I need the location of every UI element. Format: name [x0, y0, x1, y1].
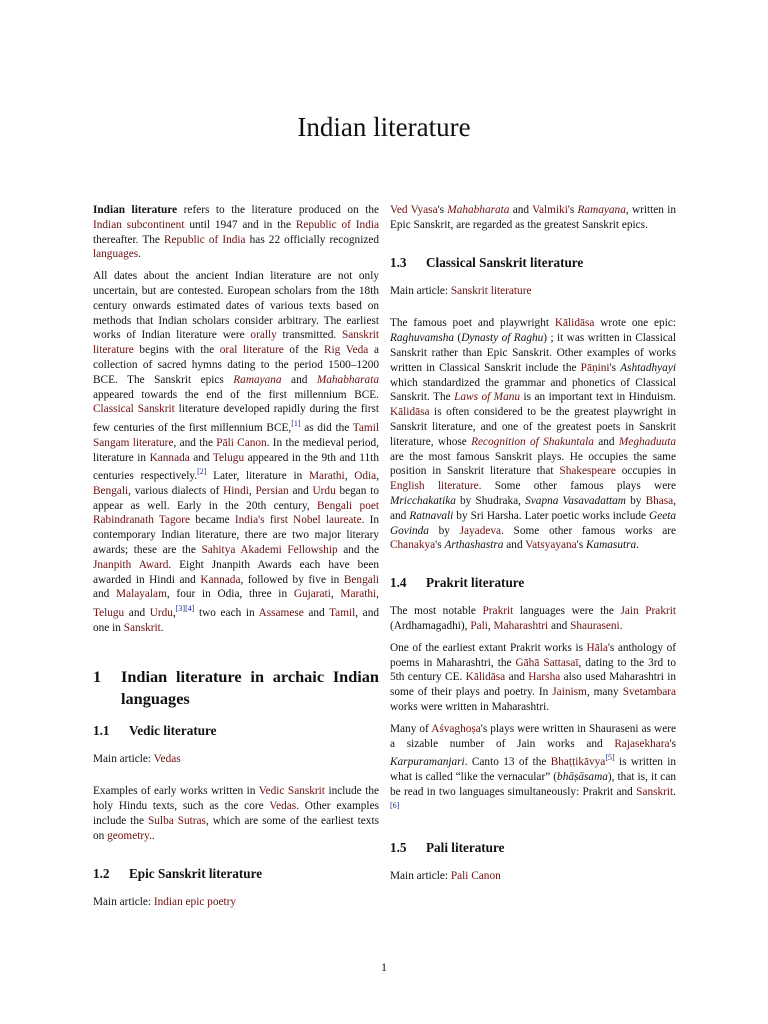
- text-run: ,: [248, 484, 256, 497]
- inline-link[interactable]: Recognition of Shakuntala: [471, 435, 594, 448]
- classical-paragraph: [390, 316, 676, 553]
- text-run: also used Maharashtri in some of their plays and poetry. In: [390, 671, 676, 699]
- text-run: has 22 officially recognized: [245, 233, 380, 246]
- text-run: and: [124, 607, 150, 620]
- inline-link[interactable]: Sanskrit literature: [93, 329, 379, 357]
- text-run: and: [303, 607, 330, 620]
- inline-link[interactable]: Jainism: [552, 686, 587, 699]
- section-number: 1.4: [390, 575, 407, 591]
- text-run: 's: [576, 539, 586, 552]
- inline-link[interactable]: Pāli Canon: [216, 436, 267, 449]
- text-run: ), that is, it can be read in two languages simultaneously: Prakrit and: [390, 770, 676, 798]
- italic-text: bhāṣāsama: [557, 770, 608, 783]
- section-number: 1: [93, 666, 102, 686]
- section-number: 1.1: [93, 722, 110, 738]
- text-run: which standardized the grammar and phonetics of Classical Sanskrit. The: [390, 376, 676, 404]
- inline-link[interactable]: Gāhā Sattasaī: [515, 656, 579, 669]
- inline-link[interactable]: Kannada: [200, 573, 241, 586]
- main-article-note: [93, 895, 379, 910]
- text-run: and: [281, 373, 317, 386]
- text-run: . In contemporary Indian literature, there are two major literary awards; these are the: [93, 514, 380, 557]
- text-run: . Some other famous works are: [501, 524, 676, 537]
- main-article-link[interactable]: Indian epic poetry: [153, 895, 237, 908]
- text-run: ,: [330, 588, 341, 601]
- inline-link[interactable]: Jnanpith Award: [93, 558, 169, 571]
- inline-link[interactable]: Shakespeare: [559, 465, 616, 478]
- inline-link[interactable]: Republic of India: [164, 233, 246, 246]
- citation-ref[interactable]: [2]: [197, 467, 207, 477]
- text-run: 's plays were written in Shauraseni as were a sizable number of Jain works and: [390, 722, 676, 750]
- inline-link[interactable]: Sulba Sutras: [148, 815, 206, 827]
- text-run: and: [288, 484, 313, 497]
- text-run: and: [189, 451, 213, 464]
- inline-link[interactable]: Malayalam: [116, 588, 167, 601]
- text-run: 's: [435, 539, 445, 552]
- text-run: and: [593, 435, 619, 448]
- inline-link[interactable]: Persian: [255, 484, 289, 497]
- inline-link[interactable]: English literature: [390, 480, 479, 493]
- text-run: Many of: [390, 722, 432, 735]
- text-run: and: [505, 671, 529, 684]
- text-run: Examples of early works written in: [93, 785, 259, 798]
- text-run: ,: [376, 470, 380, 483]
- text-run: Later, literature in: [206, 470, 309, 483]
- text-run: appeared in the 9th and 11th centuries respectively.: [93, 451, 379, 483]
- text-run: .: [619, 619, 623, 632]
- text-run: All dates about the ancient Indian literature are not only uncertain, but are contested. European scholars from the 18th century onwards estimated dates of various texts based on methods that Indian scholars consider arbitrary. The earliest works of Indian literature were: [93, 270, 379, 342]
- inline-link[interactable]: Bengali: [343, 573, 380, 586]
- italic-text: Dynasty of Raghu: [461, 332, 544, 345]
- inline-link[interactable]: Sahitya Akademi Fellowship: [201, 544, 338, 557]
- inline-link[interactable]: orally: [250, 329, 277, 342]
- text-run: occupies in: [615, 465, 676, 478]
- text-run: One of the earliest extant Prakrit works is: [390, 641, 587, 654]
- bold-term: Indian literature: [93, 204, 178, 216]
- section-1-5-heading: [390, 840, 676, 856]
- section-title: Classical Sanskrit literature: [426, 254, 584, 270]
- text-run: is an important text in Hinduism.: [520, 391, 676, 404]
- section-title: Epic Sanskrit literature: [129, 865, 263, 881]
- text-run: and: [548, 619, 571, 632]
- inline-link[interactable]: Pali: [470, 619, 488, 632]
- text-run: transmitted.: [276, 329, 342, 342]
- text-run: 's: [609, 361, 621, 374]
- text-run: of the: [283, 344, 324, 357]
- inline-link[interactable]: Kālidāsa: [390, 406, 430, 419]
- inline-link[interactable]: Rig Veda: [323, 344, 369, 357]
- intro-paragraph-1: [93, 203, 379, 262]
- text-run: as did the: [300, 421, 353, 434]
- inline-link[interactable]: Jain Prakrit: [620, 605, 677, 618]
- right-column: [390, 203, 676, 902]
- inline-link[interactable]: Republic of India: [295, 218, 379, 231]
- inline-link[interactable]: Kannada: [149, 451, 190, 464]
- section-1-4-heading: [390, 575, 676, 591]
- text-run: .: [138, 248, 141, 261]
- inline-link[interactable]: Ved Vyasa: [390, 204, 438, 216]
- text-run: a collection of sacred hymns dating to the period 1500–1200 BCE. The Sanskrit epics: [93, 344, 379, 386]
- inline-link[interactable]: Bengali: [93, 484, 129, 497]
- italic-text: Arthashastra: [444, 539, 504, 552]
- inline-link[interactable]: Kālidāsa: [554, 317, 595, 330]
- inline-link[interactable]: Telugu: [212, 451, 245, 464]
- main-article-note: [390, 284, 676, 299]
- text-run: , and one in: [93, 607, 379, 634]
- inline-link[interactable]: oral literature: [219, 344, 284, 357]
- inline-link[interactable]: Chanakya: [390, 539, 436, 552]
- epic-paragraph: [390, 203, 676, 233]
- inline-link[interactable]: Marathi: [340, 588, 377, 601]
- text-run: . In the medieval period, literature in: [93, 436, 379, 464]
- text-run: is written in what is called “like the vernacular” (: [390, 756, 676, 783]
- italic-text: Ratnavali: [409, 509, 454, 522]
- text-run: 's: [437, 204, 448, 216]
- text-run: , and: [390, 494, 677, 522]
- inline-link[interactable]: Mahabharata: [447, 204, 510, 216]
- section-title: Indian literature in archaic Indian languages: [121, 666, 379, 708]
- text-run: ,: [344, 470, 355, 483]
- text-run: is often considered to be the greatest playwright in Sanskrit literature, and one of the greatest poets in Sanskrit literature, whose: [390, 406, 676, 448]
- inline-link[interactable]: Classical Sanskrit: [93, 403, 175, 416]
- italic-text: Svapna Vasavadattam: [525, 494, 626, 507]
- text-run: 's: [567, 204, 578, 216]
- text-run: appeared towards the end of the first millennium BCE.: [93, 388, 379, 401]
- text-run: and: [509, 204, 533, 216]
- text-run: , followed by five in: [240, 573, 344, 586]
- text-run: two each in: [194, 607, 259, 620]
- main-article-link[interactable]: Vedas: [153, 752, 181, 765]
- inline-link[interactable]: Pāṇini: [580, 361, 610, 374]
- text-run: ,: [487, 619, 494, 632]
- inline-link[interactable]: Ramayana: [577, 204, 626, 216]
- inline-link[interactable]: Aśvaghoṣa: [431, 722, 481, 735]
- inline-link[interactable]: Tamil: [329, 607, 356, 620]
- inline-link[interactable]: Meghaduuta: [618, 435, 676, 448]
- inline-link[interactable]: Marathi: [308, 470, 345, 483]
- text-run: ,: [376, 588, 379, 601]
- inline-link[interactable]: Vedas: [269, 800, 297, 813]
- inline-link[interactable]: Jayadeva: [459, 524, 502, 537]
- inline-link[interactable]: Kālidāsa: [465, 671, 506, 684]
- text-run: literature developed rapidly during the first few centuries of the first millennium BCE,: [93, 403, 379, 434]
- inline-link[interactable]: Gujarati: [293, 588, 331, 601]
- citation-ref[interactable]: [1]: [291, 419, 301, 429]
- text-run: (: [454, 332, 462, 345]
- inline-link[interactable]: Bhaṭṭikāvya: [550, 756, 606, 769]
- text-run: .: [673, 785, 676, 798]
- text-run: languages were the: [513, 605, 621, 618]
- inline-link[interactable]: Hindi: [223, 484, 249, 497]
- text-run: by Shudraka,: [455, 494, 526, 507]
- italic-text: Karpuramanjari: [390, 756, 465, 769]
- text-run: . Other examples include the: [93, 800, 379, 827]
- main-article-label: Main article:: [390, 870, 451, 883]
- inline-link[interactable]: Telugu: [93, 607, 125, 620]
- intro-paragraph-2: [93, 269, 379, 635]
- section-1-2-heading: [93, 866, 379, 882]
- text-run: The famous poet and playwright: [390, 317, 555, 330]
- prakrit-paragraph-1: [390, 604, 676, 634]
- italic-text: Mricchakatika: [390, 494, 456, 507]
- italic-text: Raghuvamsha: [390, 332, 455, 345]
- section-1-3-heading: [390, 255, 676, 271]
- text-run: and: [93, 588, 117, 601]
- text-run: thereafter. The: [93, 233, 164, 246]
- text-run: . Canto 13 of the: [464, 756, 551, 769]
- inline-link[interactable]: Bengali poet Rabindranath Tagore: [93, 499, 379, 527]
- text-run: by: [428, 524, 460, 537]
- inline-link[interactable]: geometry: [107, 829, 150, 842]
- text-run: and: [503, 539, 526, 552]
- text-run: , written in Epic Sanskrit, are regarded as the greatest Sanskrit epics.: [390, 204, 676, 231]
- text-run: and the: [337, 544, 379, 557]
- text-run: works were written in Maharashtri.: [390, 700, 550, 713]
- inline-link[interactable]: Bhasa: [645, 494, 674, 507]
- text-run: .: [636, 539, 639, 552]
- text-run: , many: [586, 686, 623, 699]
- italic-text: Kamasutra: [585, 539, 637, 552]
- text-run: wrote one epic:: [594, 317, 676, 330]
- citation-ref[interactable]: [6]: [390, 801, 400, 811]
- text-run: The most notable: [390, 605, 483, 618]
- text-run: 's anthology of poems in Maharashtri, the: [390, 641, 676, 669]
- text-run: , which are some of the earliest texts on: [93, 815, 379, 842]
- main-article-link[interactable]: Pali Canon: [450, 870, 501, 883]
- citation-ref[interactable]: [5]: [605, 753, 615, 763]
- text-run: , and the: [173, 436, 217, 449]
- inline-link[interactable]: Maharashtri: [493, 619, 549, 632]
- inline-link[interactable]: Tamil Sangam literature: [93, 421, 379, 449]
- text-run: ,: [172, 607, 176, 620]
- text-run: became: [190, 514, 235, 527]
- text-run: until 1947 and in the: [184, 218, 296, 231]
- inline-link[interactable]: Urdu: [312, 484, 336, 497]
- inline-link[interactable]: Assamese: [258, 607, 304, 620]
- page-number: 1: [381, 960, 387, 974]
- prakrit-paragraph-2: [390, 641, 676, 715]
- text-run: . Eight Jnanpith Awards each have been awarded in Hindi and: [93, 558, 380, 586]
- inline-link[interactable]: India's first Nobel laureate: [234, 514, 362, 527]
- inline-link[interactable]: Hāla: [586, 641, 608, 654]
- section-number: 1.5: [390, 840, 407, 856]
- text-run: ..: [149, 829, 155, 842]
- inline-link[interactable]: Sanskrit: [636, 785, 674, 798]
- text-run: are the most famous Sanskrit plays. He occupies the same position in Sanskrit literature that: [390, 450, 676, 478]
- page-title: Indian literature: [297, 112, 471, 142]
- main-article-note: [390, 869, 676, 884]
- vedic-paragraph: [93, 784, 379, 843]
- inline-link[interactable]: Rajasekhara: [614, 737, 670, 750]
- text-run: begins with the: [133, 344, 220, 357]
- inline-link[interactable]: Prakrit: [482, 605, 514, 618]
- inline-link[interactable]: Ramayana: [233, 373, 282, 386]
- main-article-label: Main article:: [93, 895, 154, 908]
- inline-link[interactable]: Svetambara: [622, 686, 677, 699]
- section-title: Vedic literature: [129, 722, 217, 738]
- text-run: , four in Odia, three in: [166, 588, 294, 601]
- text-run: began to appear as well. Early in the 20th century,: [93, 484, 379, 512]
- inline-link[interactable]: Vedic Sanskrit: [258, 785, 325, 798]
- inline-link[interactable]: Harsha: [528, 671, 561, 684]
- text-run: include the holy Hindu texts, such as the core: [93, 785, 379, 813]
- main-article-label: Main article:: [93, 752, 154, 765]
- italic-text: Ashtadhyayi: [620, 361, 676, 374]
- text-run: . Some other famous plays were: [478, 480, 676, 493]
- inline-link[interactable]: Valmiki: [532, 204, 568, 216]
- inline-link[interactable]: Shauraseni: [570, 619, 620, 632]
- inline-link[interactable]: Vatsyayana: [525, 539, 577, 552]
- inline-link[interactable]: Mahabharata: [316, 373, 379, 386]
- main-article-label: Main article:: [390, 284, 451, 297]
- inline-link[interactable]: languages: [93, 248, 139, 261]
- section-number: 1.3: [390, 254, 407, 270]
- inline-link[interactable]: Laws of Manu: [454, 391, 521, 404]
- left-column: [93, 203, 379, 927]
- italic-text: Geeta Govinda: [390, 509, 677, 537]
- text-run: .: [160, 621, 164, 634]
- text-run: 's: [669, 737, 676, 750]
- section-1-heading: [93, 666, 379, 710]
- inline-link[interactable]: Sanskrit: [123, 621, 161, 634]
- text-run: (Ardhamagadhi),: [390, 619, 471, 632]
- main-article-link[interactable]: Sanskrit literature: [450, 284, 532, 297]
- text-run: by: [625, 494, 646, 507]
- text-run: ) ; it was written in Classical Sanskrit rather than Epic Sanskrit. Other examples of works written in Classical Sanskrit include the: [390, 332, 677, 374]
- text-run: , dating to the 3rd to 5th century CE.: [390, 656, 676, 684]
- inline-link[interactable]: Odia: [354, 470, 377, 483]
- inline-link[interactable]: Urdu: [149, 607, 173, 620]
- section-title: Pali literature: [426, 840, 505, 856]
- text-run: refers to the literature produced on the: [177, 204, 379, 216]
- section-title: Prakrit literature: [426, 575, 525, 591]
- citation-ref[interactable]: [3][4]: [175, 604, 195, 614]
- text-run: by Sri Harsha. Later poetic works include: [453, 509, 650, 522]
- text-run: , various dialects of: [128, 484, 224, 497]
- main-article-note: [93, 752, 379, 767]
- inline-link[interactable]: Indian subcontinent: [93, 218, 185, 231]
- prakrit-paragraph-3: [390, 722, 676, 818]
- section-number: 1.2: [93, 865, 110, 881]
- section-1-1-heading: [93, 723, 379, 739]
